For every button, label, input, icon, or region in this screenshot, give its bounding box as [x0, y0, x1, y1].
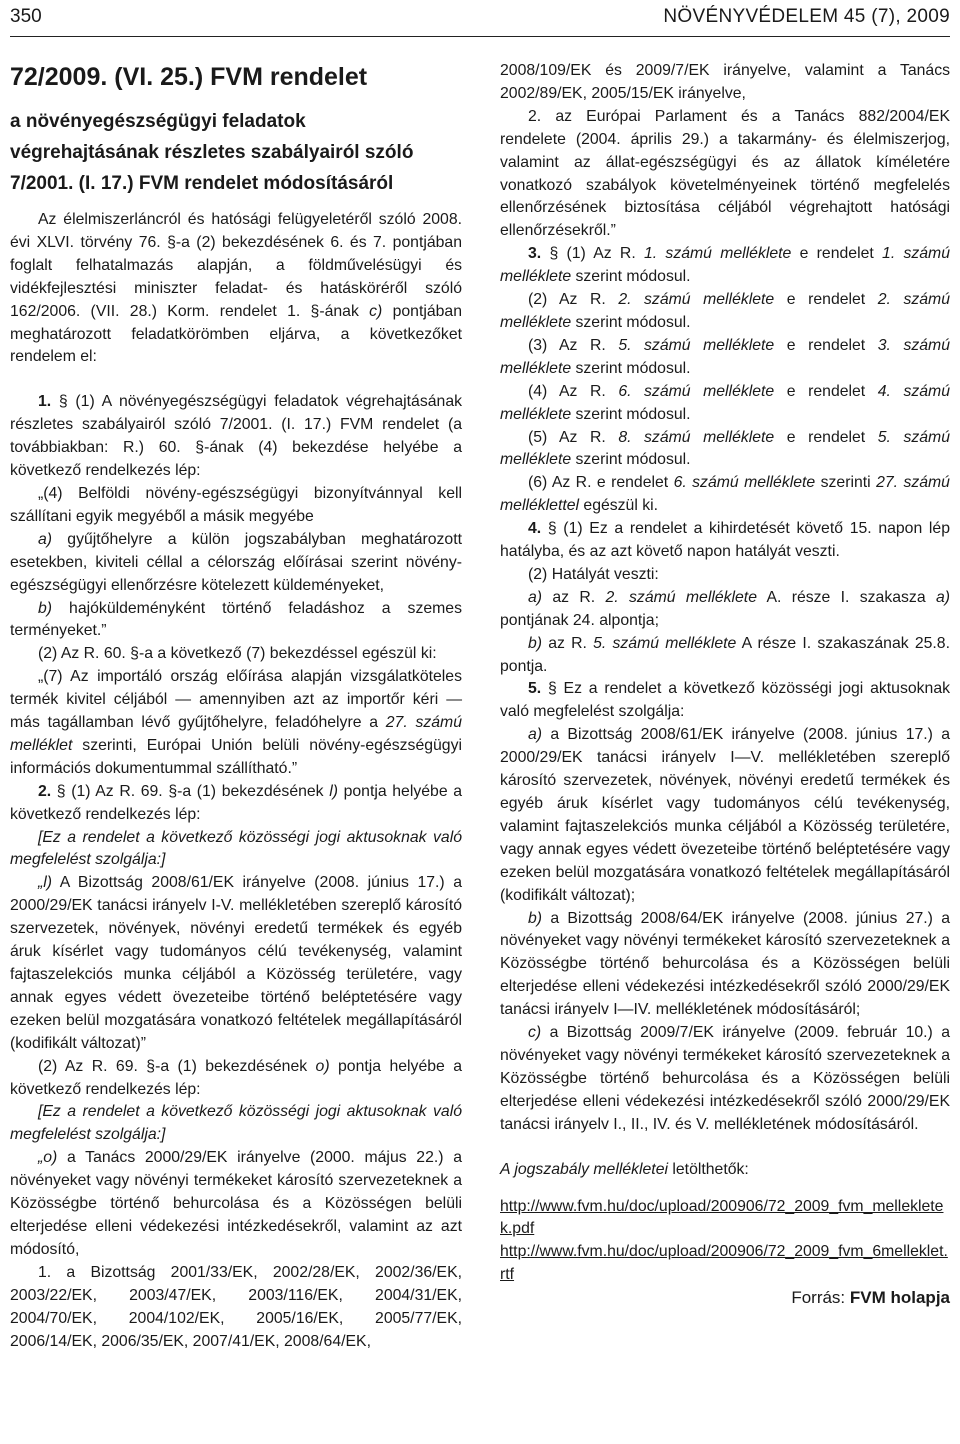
quote-4: „(4) Belföldi növény-egészségügyi bizonyítvánnyal kell szállítani egyik megyéből a másik megyébe: [10, 484, 462, 525]
preamble: Az élelmiszerláncról és hatósági felügyeletéről szóló 2008. évi XLVI. törvény 76. §-a (2) bekezdésének 6. és 7. pontjában foglalt felhatalmazás alapján, a földművelésügyi és vidékfejlesztési miniszter feladat- és hatásköréről szóló 162/2006. (VII. 28.) Korm. rendelet 1. §-ának c) pontjában meghatározott feladatkörömben eljárva, a következőket rendelem el:: [10, 211, 462, 366]
subtitle-line: végrehajtásának részletes szabályairól szóló: [10, 142, 414, 163]
section-4-b: b) az R. 5. számú melléklete A része I. szakaszának 25.8. pontja.: [500, 634, 950, 675]
bracket-note: [Ez a rendelet a következő közösségi jogi aktusoknak való megfelelést szolgálja:]: [10, 828, 462, 869]
source-credit: Forrás: FVM holapja: [791, 1288, 950, 1308]
journal-reference: NÖVÉNYVÉDELEM 45 (7), 2009: [663, 6, 950, 27]
right-column: [500, 60, 950, 1310]
section-5-a: a) a Bizottság 2008/61/EK irányelve (2008. június 17.) a 2000/29/EK tanácsi irányelv I—V. mellékletében szereplő károsító szervezetek, növények, növényi eredetű termékek és egyéb áruk kísérlet vagy tudományos célú tevékenység, valamint fajtaszelekciós munka céljából a Közösség területére, vagy annak egyes védett övezeteibe történő beléptetésére vagy ezeken belül mozgatására vonatkozó feltételek megállapításáról (kodifikált változat);: [500, 726, 950, 904]
decree-title: 72/2009. (VI. 25.) FVM rendelet: [10, 63, 368, 91]
quote-4-a: a) gyűjtőhelyre a külön jogszabályban meghatározott esetekben, kiviteli céllal a célország előírásai szerint növény-egészségügyi ellenőrzésre kötelezett küldeményeket,: [10, 530, 462, 594]
quote-4-b: b) hajóküldeményként történő feladáshoz a szemes terményeket.”: [10, 599, 462, 640]
section-2: 2. § (1) Az R. 69. §-a (1) bekezdésének l) pontja helyébe a következő rendelkezés lép:: [10, 782, 463, 823]
annex-note: A jogszabály mellékletei letölthetők:: [500, 1160, 749, 1178]
section-4: 4. § (1) Ez a rendelet a kihirdetését követő 15. napon lép hatályba, és az azt követő napon hatályát veszti.: [500, 520, 950, 561]
annex-link-pdf[interactable]: http://www.fvm.hu/doc/upload/200906/72_2009_fvm_mellekletek.pdf: [500, 1197, 944, 1238]
section-3-2: (2) Az R. 2. számú melléklete e rendelet 2. számú melléklete szerint módosul.: [500, 291, 950, 331]
subtitle-line: a növényegészségügyi feladatok: [10, 111, 306, 132]
continuation: 2008/109/EK és 2009/7/EK irányelve, valamint a Tanács 2002/89/EK, 2005/15/EK irányelve,: [500, 62, 950, 102]
section-3-3: (3) Az R. 5. számú melléklete e rendelet 3. számú melléklete szerint módosul.: [500, 336, 950, 377]
section-3-5: (5) Az R. 8. számú melléklete e rendelet 5. számú melléklete szerint módosul.: [500, 428, 950, 469]
section-4-a: a) az R. 2. számú melléklete A. része I. szakasza a) pontjának 24. alpontja;: [500, 588, 950, 629]
list-item-1: 1. a Bizottság 2001/33/EK, 2002/28/EK, 2002/36/EK, 2003/22/EK, 2003/47/EK, 2003/116/EK, 2004/31/EK, 2004/70/EK, 2004/102/EK, 2005/16/EK, 2005/77/EK, 2006/14/EK, 2006/35/EK, 2007/41/EK, 2008/64/EK,: [10, 1263, 462, 1350]
item-o: „o) a Tanács 2000/29/EK irányelve (2000. május 22.) a növényeket vagy növényi termékeket károsító szervezeteknek a Közösségbe történő behurcolása és a Közösségen belüli elterjedése elleni védekezési intézkedésekről, valamint az azt módosító,: [10, 1149, 462, 1258]
paragraph-2-69: (2) Az R. 69. §-a (1) bekezdésének o) pontja helyébe a következő rendelkezés lép:: [10, 1057, 462, 1098]
page-number: 350: [10, 6, 42, 27]
bracket-note: [Ez a rendelet a következő közösségi jogi aktusoknak való megfelelést szolgálja:]: [10, 1103, 462, 1144]
annex-link-rtf[interactable]: http://www.fvm.hu/doc/upload/200906/72_2009_fvm_6melleklet.rtf: [500, 1243, 948, 1284]
header-rule: [10, 36, 950, 37]
section-5-b: b) a Bizottság 2008/64/EK irányelve (2008. június 27.) a növényeket vagy növényi termékeket károsító szervezeteknek a Közösségbe történő behurcolása és a Közösségen belüli elterjedése elleni védekezési intézkedésekről szóló 2000/29/EK tanácsi irányelv I—IV. mellékletének módosításáról;: [500, 909, 950, 1019]
section-5-c: c) a Bizottság 2009/7/EK irányelve (2009. február 10.) a növényeket vagy növényi termékeket károsító szervezeteknek a Közösségbe történő behurcolása és a Közösségen belüli elterjedése elleni védekezési intézkedésekről szóló 2000/29/EK tanácsi irányelv I., II., IV. és V. mellékletének módosításáról.: [500, 1024, 950, 1133]
decree-subtitle: [10, 106, 462, 199]
item-l: „l) A Bizottság 2008/61/EK irányelve (2008. június 17.) a 2000/29/EK tanácsi irányelv I-V. mellékletében szereplő károsító szervezetek, növények, növényi eredetű termékek és egyéb áruk kísérlet vagy tudományos célú tevékenység, valamint fajtaszelekciós munka céljából a Közösség területére, vagy annak egyes védett övezeteibe történő beléptetésére vagy ezeken belül mozgatására vonatkozó feltételek megállapításáról (kodifikált változat)”: [10, 874, 462, 1052]
section-3-6: (6) Az R. e rendelet 6. számú melléklete szerinti 27. számú melléklettel egészül ki.: [500, 474, 950, 515]
subtitle-line: 7/2001. (I. 17.) FVM rendelet módosításáról: [10, 173, 394, 194]
left-column: [10, 60, 462, 1353]
section-3: 3. § (1) Az R. 1. számú melléklete e rendelet 1. számú melléklete szerint módosul.: [500, 245, 950, 286]
annex-link-2: [500, 1241, 950, 1287]
section-5: 5. § Ez a rendelet a következő közösségi jogi aktusoknak való megfelelést szolgálja:: [500, 680, 950, 721]
section-1: 1. § (1) A növényegészségügyi feladatok végrehajtásának részletes szabályairól szóló 7/2001. (I. 17.) FVM rendelet (a továbbiakban: R.) 60. §-ának (4) bekezdése helyébe a következő rendelkezés lép:: [10, 393, 462, 480]
paragraph-2-60: (2) Az R. 60. §-a a következő (7) bekezdéssel egészül ki:: [38, 645, 437, 663]
list-item-2: 2. az Európai Parlament és a Tanács 882/2004/EK rendelete (2004. április 29.) a takarmány- és élelmiszerjog, valamint az állat-egészségügyi és az állatok kíméletére vonatkozó szabályok követelményeinek történő megfelelés ellenőrzésének biztosítása céljából végrehajtott hatósági ellenőrzésekről.”: [500, 107, 950, 240]
section-3-4: (4) Az R. 6. számú melléklete e rendelet 4. számú melléklete szerint módosul.: [500, 382, 950, 423]
annex-link-1: [500, 1196, 950, 1242]
quote-7: „(7) Az importáló ország előírása alapján vizsgálatköteles termék kivitel céljából — amennyiben azt az importőr kéri — más tagállamban lévő gyűjtőhelyre, feladóhelyre a 27. számú melléklet szerinti, Európai Unión belüli növény-egészségügyi információs dokumentummal szállítható.”: [10, 668, 462, 777]
section-4-2: (2) Hatályát veszti:: [528, 565, 659, 583]
page-header: [0, 0, 960, 36]
